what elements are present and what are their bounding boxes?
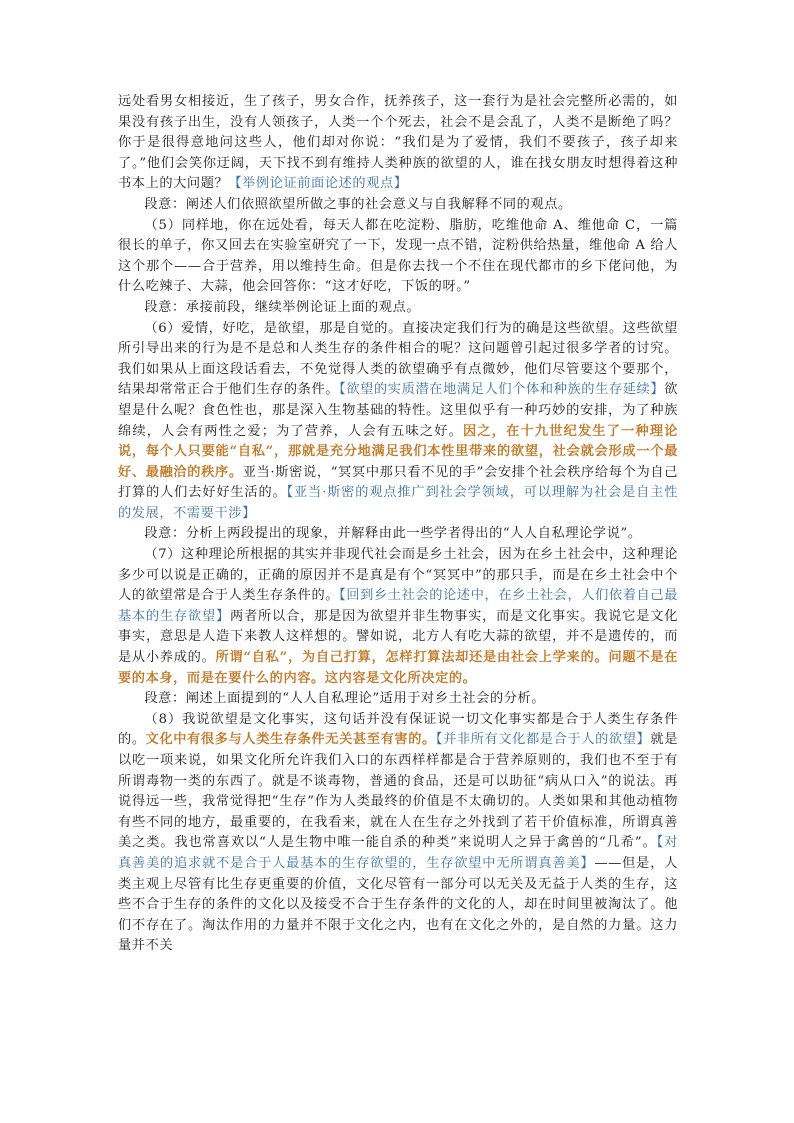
annotation-note: 【并非所有文化都是合于人的欲望】	[435, 732, 651, 748]
text-segment: 亚当·斯密说，“冥冥中那只看不见的手”会安排个社会秩序给每个为自己打算的人们去好好生活的。	[118, 464, 678, 501]
text-segment: 就是以吃一项来说，如果文化所允许我们入口的东西样样都是合于营养原则的，我们也不至于有所谓毒物一类的东西了。就是不谈毒物，普通的食品，还是可以助征“病从口入”的说法。再说得远一些，我常觉得把“生存”作为人类最终的价值是不太确切的。人类如果和其他动植物有些不同的地方，最重要的，在我看来，就在人在生存之外找到了若干价值标准，所谓真善美之类。我也常喜欢以“人是生物中唯一能自杀的种类”来说明人之异于禽兽的“几希”。	[118, 732, 678, 851]
annotation-note: 【欲望的实质潜在地满足人们个体和种族的生存延续】	[339, 382, 665, 398]
paragraph-8	[118, 710, 678, 957]
text-segment: 远处看男女相接近，生了孩子，男女合作，抚养孩子，这一套行为是社会完整所必需的，如果没有孩子出生，没有人领孩子，人类一个个死去，社会不是会乱了，人类不是断绝了吗？你于是很得意地问这些人，他们却对你说：“我们是为了爱情，我们不要孩子，孩子却来了。”他们会笑你迂阔，天下找不到有维持人类种族的欲望的人，谁在找女朋友时想得着这种书本上的大问题？	[118, 94, 678, 192]
summary-text: 段意：阐述人们依照欲望所做之事的社会意义与自我解释不同的观点。	[144, 196, 572, 212]
summary-text: 段意：阐述上面提到的“人人自私理论”适用于对乡土社会的分析。	[144, 691, 546, 707]
paragraph-summary	[118, 298, 678, 319]
highlighted-sentence: 因之，在十九世纪发生了一种理论说，每个人只要能“自私”，那就是充分地满足我们本性里带来的欲望，社会就会形成一个最好、最融洽的秩序。	[118, 423, 679, 480]
text-segment: （6）爱情，好吃，是欲望，那是自觉的。直接决定我们行为的确是这些欲望。这些欲望所引导出来的行为是不是总和人类生存的条件相合的呢？这问题曾引起过很多学者的讨究。我们如果从上面这段话看去，不免觉得人类的欲望确乎有点微妙，他们尽管要这个要那个，结果却常常正合于他们生存的条件。	[118, 320, 678, 398]
paragraph-7	[118, 545, 678, 689]
paragraph-5	[118, 216, 678, 298]
paragraph-6	[118, 319, 678, 525]
text-segment: 欲望是什么呢？食色性也，那是深入生物基础的特性。这里似乎有一种巧妙的安排，为了种族绵续，人会有两性之爱；为了营养，人会有五味之好。	[118, 382, 678, 439]
paragraph-summary	[118, 689, 678, 710]
text-segment: （8）我说欲望是文化事实，这句话并没有保证说一切文化事实都是合于人类生存条件的。	[118, 711, 678, 748]
paragraph-summary	[118, 524, 678, 545]
text-segment: ——但是，人类主观上尽管有比生存更重要的价值，文化尽管有一部分可以无关及无益于人类的生存，这些不合于生存的条件的文化以及接受不合于生存条件的文化的人，却在时间里被淘汰了。他们不存在了。淘汰作用的力量并不限于文化之内，也有在文化之外的，是自然的力量。这力量并不关	[118, 855, 678, 954]
text-segment: （7）这种理论所根据的其实并非现代社会而是乡土社会，因为在乡土社会中，这种理论多少可以说是正确的，正确的原因并不是真是有个“冥冥中”的那只手，而是在乡土社会中个人的欲望常是合于人类生存条件的。	[118, 547, 678, 604]
document-page	[118, 92, 678, 957]
text-segment: （5）同样地，你在远处看，每天人都在吃淀粉、脂肪，吃维他命 A、维他命 C，一篇很长的单子，你又回去在实验室研究了一下，发现一点不错，淀粉供给热量，维他命 A 给人这个那个——合于营养，用以维持生命。但是你去找一个不住在现代都市的乡下佬问他，为什么吃辣子、大蒜，他会回答你：“这才好吃，下饭的呀。”	[118, 217, 678, 295]
highlighted-sentence: 所谓“自私”，为自己打算，怎样打算法却还是由社会上学来的。问题不是在要的本身，而是在要什么的内容。这内容是文化所决定的。	[118, 650, 678, 686]
highlighted-sentence: 文化中有很多与人类生存条件无关甚至有害的。	[145, 732, 436, 748]
annotation-note: 【对真善美的追求就不是合于人最基本的生存欲望的，生存欲望中无所谓真善美】	[118, 835, 678, 871]
annotation-note: 【亚当·斯密的观点推广到社会学领域，可以理解为社会是自主性的发展，不需要干涉】	[118, 485, 678, 521]
summary-text: 段意：分析上两段提出的现象，并解释由此一些学者得出的“人人自私理论学说”。	[144, 526, 642, 542]
annotation-note: 【举例论证前面论述的观点】	[228, 176, 408, 192]
paragraph-continuation	[118, 92, 678, 195]
text-segment: 两者所以合，那是因为欲望并非生物事实，而是文化事实。我说它是文化事实，意思是人造下来教人这样想的。譬如说，北方人有吃大蒜的欲望，并不是遗传的，而是从小养成的。	[118, 608, 678, 666]
paragraph-summary	[118, 195, 678, 216]
summary-text: 段意：承接前段，继续举例论证上面的观点。	[144, 299, 421, 315]
annotation-note: 【回到乡土社会的论述中，在乡土社会，人们依着自己最基本的生存欲望】	[118, 588, 678, 624]
